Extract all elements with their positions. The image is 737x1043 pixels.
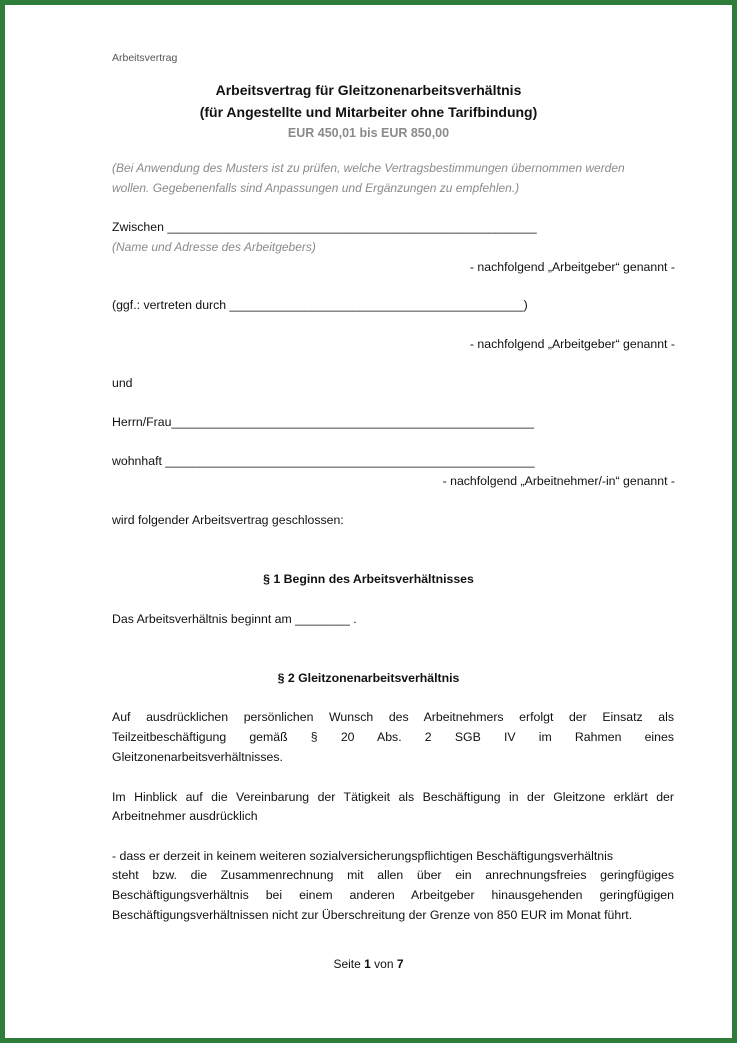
representative-line: (ggf.: vertreten durch ___________________________________________) <box>112 298 528 312</box>
employee-designation: - nachfolgend „Arbeitnehmer/-in“ genannt - <box>442 474 675 488</box>
usage-note-line-2: wollen. Gegebenenfalls sind Anpassungen und Ergänzungen zu empfehlen.) <box>112 181 520 195</box>
section-2-paragraph-3-line-3: Beschäftigungsverhältnis bei einem anderen Arbeitgeber hinausgehenden geringfügigen <box>112 888 674 902</box>
document-subtitle: (für Angestellte und Mitarbeiter ohne Tarifbindung) <box>199 104 538 120</box>
section-2-paragraph-3-line-4: Beschäftigungsverhältnissen nicht zur Überschreitung der Grenze von 850 EUR im Monat führt. <box>112 908 633 922</box>
section-2-heading: § 2 Gleitzonenarbeitsverhältnis <box>277 671 460 685</box>
section-2-paragraph-2-line-1: Im Hinblick auf die Vereinbarung der Tätigkeit als Beschäftigung in der Gleitzone erklärt der <box>112 790 674 804</box>
employee-address-line: wohnhaft ______________________________________________________ <box>112 454 535 468</box>
section-1-text: Das Arbeitsverhältnis beginnt am ________ . <box>112 612 357 626</box>
price-range: EUR 450,01 bis EUR 850,00 <box>287 126 450 140</box>
document-title: Arbeitsvertrag für Gleitzonenarbeitsverhältnis <box>215 82 522 98</box>
and-connector: und <box>112 376 133 390</box>
section-2-paragraph-1-line-1: Auf ausdrücklichen persönlichen Wunsch des Arbeitnehmers erfolgt der Einsatz als <box>112 710 674 724</box>
section-1-heading: § 1 Beginn des Arbeitsverhältnisses <box>263 572 474 586</box>
section-2-paragraph-1-line-3: Gleitzonenarbeitsverhältnisses. <box>112 750 283 764</box>
current-page-number: 1 <box>364 957 371 971</box>
section-2-paragraph-1-line-2: Teilzeitbeschäftigung gemäß § 20 Abs. 2 SGB IV im Rahmen eines <box>112 730 674 744</box>
page-number-footer <box>0 957 737 971</box>
section-2-paragraph-3-line-2: steht bzw. die Zusammenrechnung mit allen über ein anrechnungsfreies geringfügiges <box>112 868 674 882</box>
section-2-paragraph-2-line-2: Arbeitnehmer ausdrücklich <box>112 809 258 823</box>
page-label: Seite <box>333 957 361 971</box>
representative-designation: - nachfolgend „Arbeitgeber“ genannt - <box>469 337 675 351</box>
section-2-paragraph-3-line-1: - dass er derzeit in keinem weiteren sozialversicherungspflichtigen Beschäftigungsverhältnis <box>112 849 614 863</box>
employee-name-line: Herrn/Frau_____________________________________________________ <box>112 415 534 429</box>
page-separator: von <box>374 957 394 971</box>
running-header: Arbeitsvertrag <box>112 52 178 64</box>
total-page-count: 7 <box>396 957 404 971</box>
employer-line: Zwischen ______________________________________________________ <box>112 220 537 234</box>
employer-hint: (Name und Adresse des Arbeitgebers) <box>112 240 316 254</box>
contract-concluded-text: wird folgender Arbeitsvertrag geschlossen: <box>112 513 344 527</box>
usage-note-line-1: (Bei Anwendung des Musters ist zu prüfen, welche Vertragsbestimmungen übernommen werden <box>112 161 625 175</box>
employer-designation: - nachfolgend „Arbeitgeber“ genannt - <box>469 260 675 274</box>
